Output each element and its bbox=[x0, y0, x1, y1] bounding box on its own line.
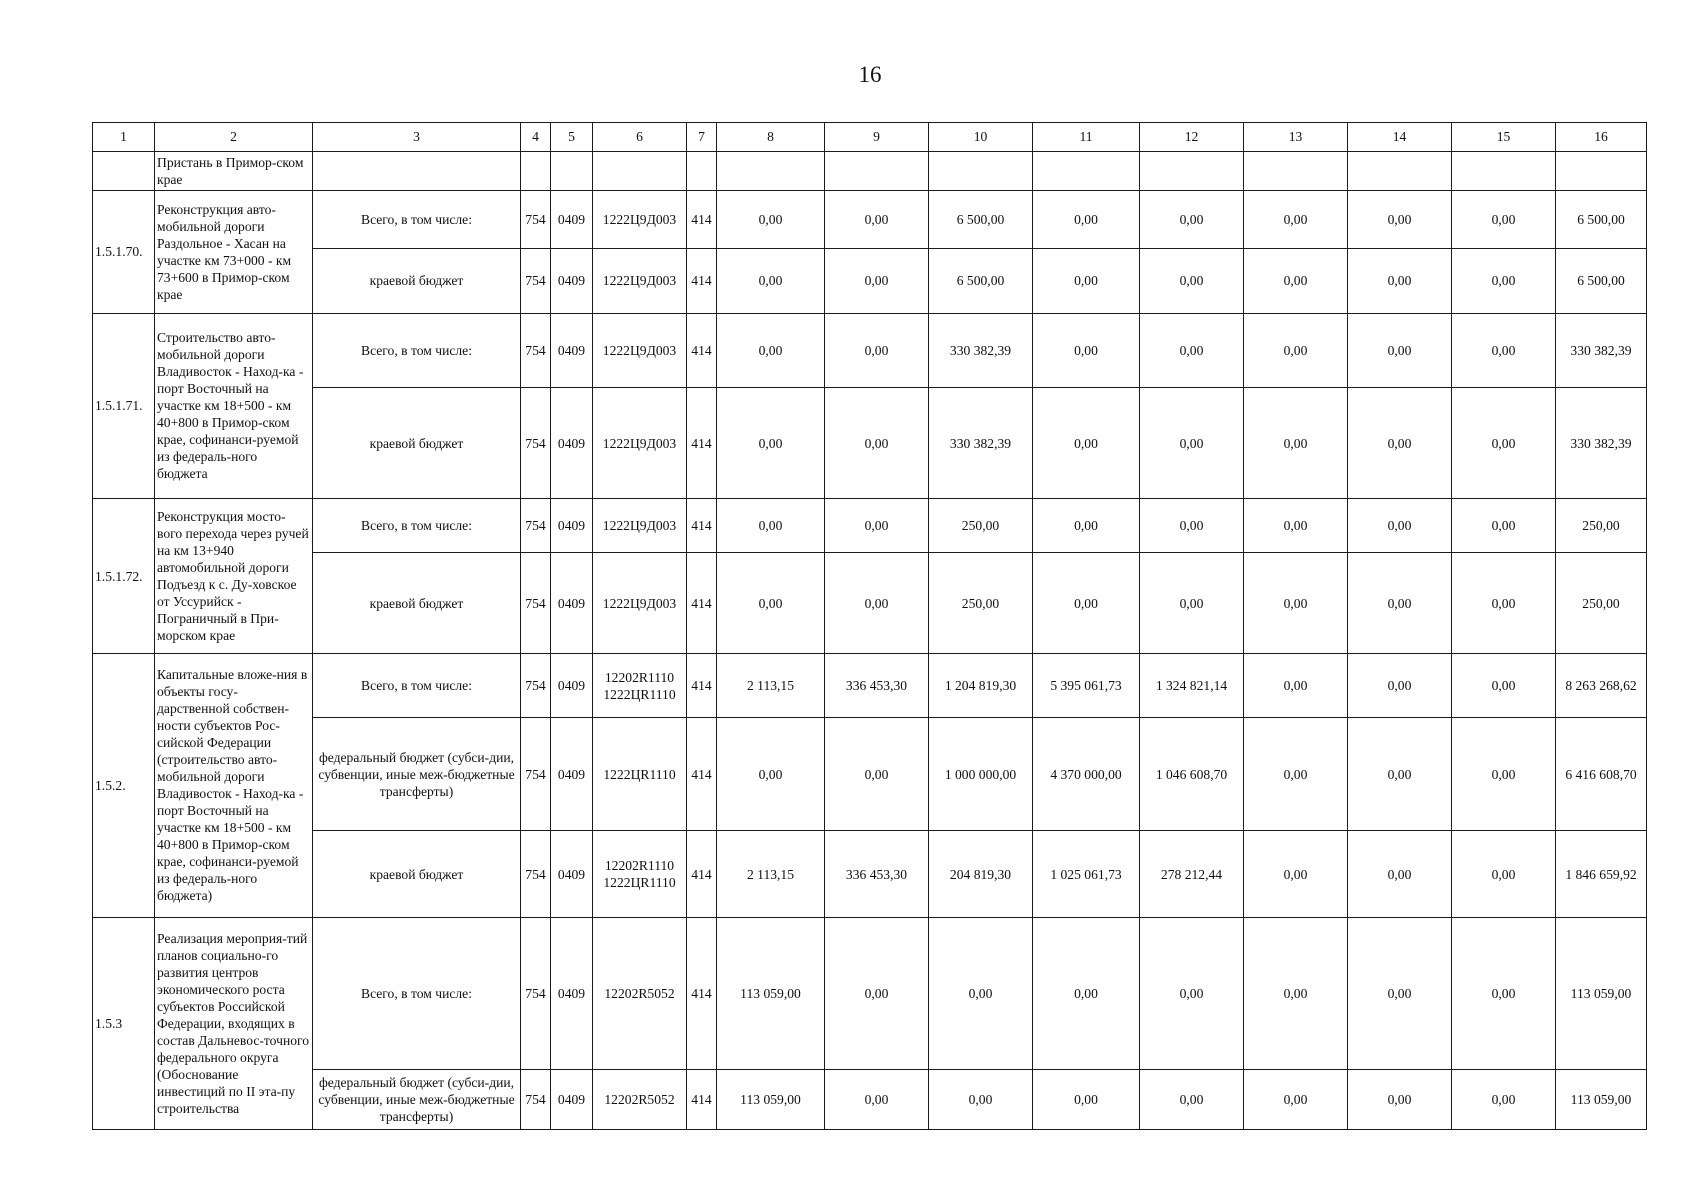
expense-type-cell: 414 bbox=[687, 831, 717, 918]
target-article-cell bbox=[593, 249, 687, 313]
amount-cell: 1 204 819,30 bbox=[929, 653, 1033, 717]
expense-type-cell: 414 bbox=[687, 917, 717, 1069]
amount-cell: 0,00 bbox=[1452, 191, 1556, 249]
section-code-cell: 0409 bbox=[551, 553, 593, 654]
target-article-code: 1222Ц9Д003 bbox=[602, 212, 677, 228]
amount-cell: 0,00 bbox=[717, 499, 825, 553]
section-code-cell: 0409 bbox=[551, 387, 593, 498]
item-id-cell: 1.5.1.72. bbox=[93, 499, 155, 654]
target-article-code: 12202R5052 bbox=[604, 1091, 675, 1107]
continuation-row bbox=[93, 151, 1647, 191]
amount-cell: 0,00 bbox=[1244, 1069, 1348, 1129]
item-name-cell: Реализация мероприя-тий планов социально-го развития центров экономического роста субъектов Российской Федерации, входящих в состав Дальневос-точного федерального округа (Обоснование инвестиций по II эта-пу строительства bbox=[155, 917, 313, 1129]
amount-cell: 1 000 000,00 bbox=[929, 718, 1033, 831]
table-row bbox=[93, 191, 1647, 249]
amount-cell: 6 500,00 bbox=[1556, 249, 1647, 313]
header-row bbox=[93, 123, 1647, 152]
amount-cell: 0,00 bbox=[1244, 718, 1348, 831]
amount-cell: 330 382,39 bbox=[929, 313, 1033, 387]
amount-cell: 250,00 bbox=[1556, 553, 1647, 654]
target-article-code: 12202R1110 bbox=[604, 669, 675, 685]
amount-cell: 4 370 000,00 bbox=[1033, 718, 1140, 831]
amount-cell: 0,00 bbox=[825, 191, 929, 249]
column-header: 12 bbox=[1140, 123, 1244, 152]
amount-cell: 0,00 bbox=[1033, 499, 1140, 553]
target-article-cell bbox=[593, 387, 687, 498]
table-row bbox=[93, 831, 1647, 918]
amount-cell: 330 382,39 bbox=[1556, 313, 1647, 387]
amount-cell: 0,00 bbox=[825, 313, 929, 387]
amount-cell: 0,00 bbox=[929, 917, 1033, 1069]
table-row bbox=[93, 499, 1647, 553]
target-article-cell bbox=[593, 653, 687, 717]
amount-cell: 336 453,30 bbox=[825, 653, 929, 717]
amount-cell: 0,00 bbox=[1452, 387, 1556, 498]
amount-cell: 0,00 bbox=[717, 249, 825, 313]
amount-cell: 0,00 bbox=[717, 718, 825, 831]
grbs-code-cell: 754 bbox=[521, 387, 551, 498]
grbs-code-cell: 754 bbox=[521, 718, 551, 831]
column-header: 4 bbox=[521, 123, 551, 152]
funding-source-cell: Всего, в том числе: bbox=[313, 653, 521, 717]
amount-cell: 0,00 bbox=[717, 553, 825, 654]
amount-cell: 5 395 061,73 bbox=[1033, 653, 1140, 717]
amount-cell: 6 416 608,70 bbox=[1556, 718, 1647, 831]
amount-cell: 6 500,00 bbox=[1556, 191, 1647, 249]
target-article-code: 1222Ц9Д003 bbox=[602, 595, 677, 611]
grbs-code-cell: 754 bbox=[521, 653, 551, 717]
amount-cell: 1 025 061,73 bbox=[1033, 831, 1140, 918]
amount-cell: 0,00 bbox=[1140, 1069, 1244, 1129]
target-article-cell bbox=[593, 917, 687, 1069]
funding-source-cell: Всего, в том числе: bbox=[313, 313, 521, 387]
amount-cell: 0,00 bbox=[1452, 917, 1556, 1069]
amount-cell: 0,00 bbox=[1140, 917, 1244, 1069]
budget-table bbox=[92, 122, 1647, 1130]
section-code-cell: 0409 bbox=[551, 499, 593, 553]
amount-cell: 0,00 bbox=[825, 1069, 929, 1129]
target-article-code: 12202R1110 bbox=[604, 858, 675, 874]
target-article-cell bbox=[593, 499, 687, 553]
amount-cell: 0,00 bbox=[1244, 313, 1348, 387]
section-code-cell: 0409 bbox=[551, 1069, 593, 1129]
page-number: 16 bbox=[858, 62, 882, 87]
amount-cell: 250,00 bbox=[1556, 499, 1647, 553]
grbs-code-cell: 754 bbox=[521, 831, 551, 918]
amount-cell: 0,00 bbox=[1244, 553, 1348, 654]
item-id-cell: 1.5.1.70. bbox=[93, 191, 155, 313]
item-id-cell: 1.5.2. bbox=[93, 653, 155, 917]
amount-cell: 0,00 bbox=[1140, 387, 1244, 498]
item-id-cell: 1.5.3 bbox=[93, 917, 155, 1129]
amount-cell: 0,00 bbox=[1244, 653, 1348, 717]
amount-cell: 0,00 bbox=[1244, 499, 1348, 553]
amount-cell: 0,00 bbox=[1244, 917, 1348, 1069]
funding-source-cell: Всего, в том числе: bbox=[313, 191, 521, 249]
column-header: 15 bbox=[1452, 123, 1556, 152]
funding-source-cell: краевой бюджет bbox=[313, 553, 521, 654]
amount-cell: 0,00 bbox=[1348, 718, 1452, 831]
item-id-cell bbox=[93, 151, 155, 191]
amount-cell: 0,00 bbox=[1452, 1069, 1556, 1129]
column-header: 5 bbox=[551, 123, 593, 152]
table-row bbox=[93, 917, 1647, 1069]
table-row bbox=[93, 1069, 1647, 1129]
amount-cell: 0,00 bbox=[1033, 917, 1140, 1069]
expense-type-cell: 414 bbox=[687, 387, 717, 498]
expense-type-cell: 414 bbox=[687, 249, 717, 313]
amount-cell: 204 819,30 bbox=[929, 831, 1033, 918]
column-header: 9 bbox=[825, 123, 929, 152]
amount-cell: 0,00 bbox=[717, 191, 825, 249]
amount-cell: 0,00 bbox=[717, 313, 825, 387]
amount-cell: 0,00 bbox=[1244, 191, 1348, 249]
amount-cell: 0,00 bbox=[825, 917, 929, 1069]
amount-cell: 0,00 bbox=[1033, 553, 1140, 654]
amount-cell: 0,00 bbox=[1140, 191, 1244, 249]
amount-cell: 336 453,30 bbox=[825, 831, 929, 918]
amount-cell: 0,00 bbox=[1348, 499, 1452, 553]
target-article-code: 12202R5052 bbox=[604, 985, 675, 1001]
item-name-cell: Капитальные вложе-ния в объекты госу-дарственной собствен-ности субъектов Рос-сийской Федерации (строительство авто-мобильной дороги Владивосток - Наход-ка - порт Восточный на участке км 18+500 - км 40+800 в Примор-ском крае, софинанси-руемой из федераль-ного бюджета) bbox=[155, 653, 313, 917]
amount-cell: 113 059,00 bbox=[717, 1069, 825, 1129]
target-article-code: 1222ЦR1110 bbox=[603, 686, 676, 702]
target-article-cell bbox=[593, 191, 687, 249]
section-code-cell: 0409 bbox=[551, 313, 593, 387]
grbs-code-cell: 754 bbox=[521, 313, 551, 387]
target-article-cell bbox=[593, 831, 687, 918]
target-article-code: 1222Ц9Д003 bbox=[602, 342, 677, 358]
expense-type-cell: 414 bbox=[687, 653, 717, 717]
amount-cell: 0,00 bbox=[1348, 553, 1452, 654]
section-code-cell: 0409 bbox=[551, 653, 593, 717]
amount-cell: 0,00 bbox=[1348, 313, 1452, 387]
amount-cell: 0,00 bbox=[1244, 831, 1348, 918]
amount-cell: 0,00 bbox=[1452, 553, 1556, 654]
amount-cell: 1 846 659,92 bbox=[1556, 831, 1647, 918]
section-code-cell: 0409 bbox=[551, 831, 593, 918]
column-header: 2 bbox=[155, 123, 313, 152]
item-name-cell: Пристань в Примор-ском крае bbox=[155, 151, 313, 191]
amount-cell: 0,00 bbox=[1452, 499, 1556, 553]
amount-cell: 0,00 bbox=[1033, 387, 1140, 498]
amount-cell: 330 382,39 bbox=[929, 387, 1033, 498]
amount-cell: 0,00 bbox=[1244, 249, 1348, 313]
grbs-code-cell: 754 bbox=[521, 499, 551, 553]
funding-source-cell: краевой бюджет bbox=[313, 249, 521, 313]
amount-cell: 0,00 bbox=[825, 718, 929, 831]
amount-cell: 0,00 bbox=[825, 249, 929, 313]
grbs-code-cell: 754 bbox=[521, 191, 551, 249]
amount-cell: 6 500,00 bbox=[929, 249, 1033, 313]
table-row bbox=[93, 313, 1647, 387]
expense-type-cell: 414 bbox=[687, 553, 717, 654]
table-row bbox=[93, 718, 1647, 831]
amount-cell: 0,00 bbox=[1452, 313, 1556, 387]
section-code-cell: 0409 bbox=[551, 191, 593, 249]
target-article-cell bbox=[593, 1069, 687, 1129]
grbs-code-cell: 754 bbox=[521, 1069, 551, 1129]
column-header: 1 bbox=[93, 123, 155, 152]
amount-cell: 0,00 bbox=[1348, 249, 1452, 313]
amount-cell: 250,00 bbox=[929, 499, 1033, 553]
amount-cell: 0,00 bbox=[825, 387, 929, 498]
expense-type-cell: 414 bbox=[687, 499, 717, 553]
expense-type-cell: 414 bbox=[687, 1069, 717, 1129]
amount-cell: 6 500,00 bbox=[929, 191, 1033, 249]
amount-cell: 1 324 821,14 bbox=[1140, 653, 1244, 717]
amount-cell: 0,00 bbox=[717, 387, 825, 498]
amount-cell: 0,00 bbox=[1348, 1069, 1452, 1129]
item-name-cell: Реконструкция мосто-вого перехода через ручей на км 13+940 автомобильной дороги Подъезд к с. Ду-ховское от Уссурийск - Пограничный в При-морском крае bbox=[155, 499, 313, 654]
amount-cell: 113 059,00 bbox=[1556, 1069, 1647, 1129]
table-row bbox=[93, 387, 1647, 498]
amount-cell: 0,00 bbox=[1244, 387, 1348, 498]
target-article-cell bbox=[593, 553, 687, 654]
funding-source-cell: краевой бюджет bbox=[313, 387, 521, 498]
table-row bbox=[93, 653, 1647, 717]
target-article-code: 1222Ц9Д003 bbox=[602, 518, 677, 534]
amount-cell: 0,00 bbox=[1140, 313, 1244, 387]
amount-cell: 113 059,00 bbox=[717, 917, 825, 1069]
amount-cell: 0,00 bbox=[1033, 249, 1140, 313]
target-article-cell bbox=[593, 718, 687, 831]
funding-source-cell: Всего, в том числе: bbox=[313, 499, 521, 553]
amount-cell: 113 059,00 bbox=[1556, 917, 1647, 1069]
item-id-cell: 1.5.1.71. bbox=[93, 313, 155, 498]
column-header: 14 bbox=[1348, 123, 1452, 152]
column-header: 6 bbox=[593, 123, 687, 152]
expense-type-cell: 414 bbox=[687, 191, 717, 249]
amount-cell: 0,00 bbox=[929, 1069, 1033, 1129]
amount-cell: 278 212,44 bbox=[1140, 831, 1244, 918]
amount-cell: 0,00 bbox=[1348, 191, 1452, 249]
amount-cell: 8 263 268,62 bbox=[1556, 653, 1647, 717]
target-article-code: 1222Ц9Д003 bbox=[602, 435, 677, 451]
grbs-code-cell: 754 bbox=[521, 917, 551, 1069]
column-header: 11 bbox=[1033, 123, 1140, 152]
expense-type-cell: 414 bbox=[687, 718, 717, 831]
table-row bbox=[93, 553, 1647, 654]
column-header: 8 bbox=[717, 123, 825, 152]
amount-cell: 0,00 bbox=[1033, 191, 1140, 249]
amount-cell: 0,00 bbox=[1452, 831, 1556, 918]
amount-cell: 1 046 608,70 bbox=[1140, 718, 1244, 831]
amount-cell: 0,00 bbox=[1140, 499, 1244, 553]
section-code-cell: 0409 bbox=[551, 249, 593, 313]
amount-cell: 0,00 bbox=[1452, 718, 1556, 831]
section-code-cell: 0409 bbox=[551, 917, 593, 1069]
amount-cell: 0,00 bbox=[1452, 653, 1556, 717]
funding-source-cell: федеральный бюджет (субси-дии, субвенции, иные меж-бюджетные трансферты) bbox=[313, 1069, 521, 1129]
amount-cell: 0,00 bbox=[1140, 249, 1244, 313]
amount-cell: 0,00 bbox=[1140, 553, 1244, 654]
column-header: 13 bbox=[1244, 123, 1348, 152]
amount-cell: 2 113,15 bbox=[717, 653, 825, 717]
amount-cell: 0,00 bbox=[1348, 653, 1452, 717]
target-article-cell bbox=[593, 313, 687, 387]
column-header: 7 bbox=[687, 123, 717, 152]
grbs-code-cell: 754 bbox=[521, 249, 551, 313]
item-name-cell: Реконструкция авто-мобильной дороги Раздольное - Хасан на участке км 73+000 - км 73+600 в Примор-ском крае bbox=[155, 191, 313, 313]
amount-cell: 0,00 bbox=[1348, 387, 1452, 498]
grbs-code-cell: 754 bbox=[521, 553, 551, 654]
amount-cell: 250,00 bbox=[929, 553, 1033, 654]
amount-cell: 0,00 bbox=[1452, 249, 1556, 313]
amount-cell: 0,00 bbox=[1348, 917, 1452, 1069]
target-article-code: 1222Ц9Д003 bbox=[602, 273, 677, 289]
target-article-code: 1222ЦR1110 bbox=[603, 766, 676, 782]
funding-source-cell: федеральный бюджет (субси-дии, субвенции, иные меж-бюджетные трансферты) bbox=[313, 718, 521, 831]
amount-cell: 0,00 bbox=[1033, 313, 1140, 387]
amount-cell: 0,00 bbox=[825, 499, 929, 553]
funding-source-cell: Всего, в том числе: bbox=[313, 917, 521, 1069]
column-header: 10 bbox=[929, 123, 1033, 152]
table-row bbox=[93, 249, 1647, 313]
target-article-code: 1222ЦR1110 bbox=[603, 875, 676, 891]
amount-cell: 330 382,39 bbox=[1556, 387, 1647, 498]
amount-cell: 2 113,15 bbox=[717, 831, 825, 918]
expense-type-cell: 414 bbox=[687, 313, 717, 387]
funding-source-cell: краевой бюджет bbox=[313, 831, 521, 918]
amount-cell: 0,00 bbox=[825, 553, 929, 654]
amount-cell: 0,00 bbox=[1348, 831, 1452, 918]
column-header: 16 bbox=[1556, 123, 1647, 152]
column-header: 3 bbox=[313, 123, 521, 152]
section-code-cell: 0409 bbox=[551, 718, 593, 831]
item-name-cell: Строительство авто-мобильной дороги Владивосток - Наход-ка - порт Восточный на участке км 18+500 - км 40+800 в Примор-ском крае, софинанси-руемой из федераль-ного бюджета bbox=[155, 313, 313, 498]
amount-cell: 0,00 bbox=[1033, 1069, 1140, 1129]
